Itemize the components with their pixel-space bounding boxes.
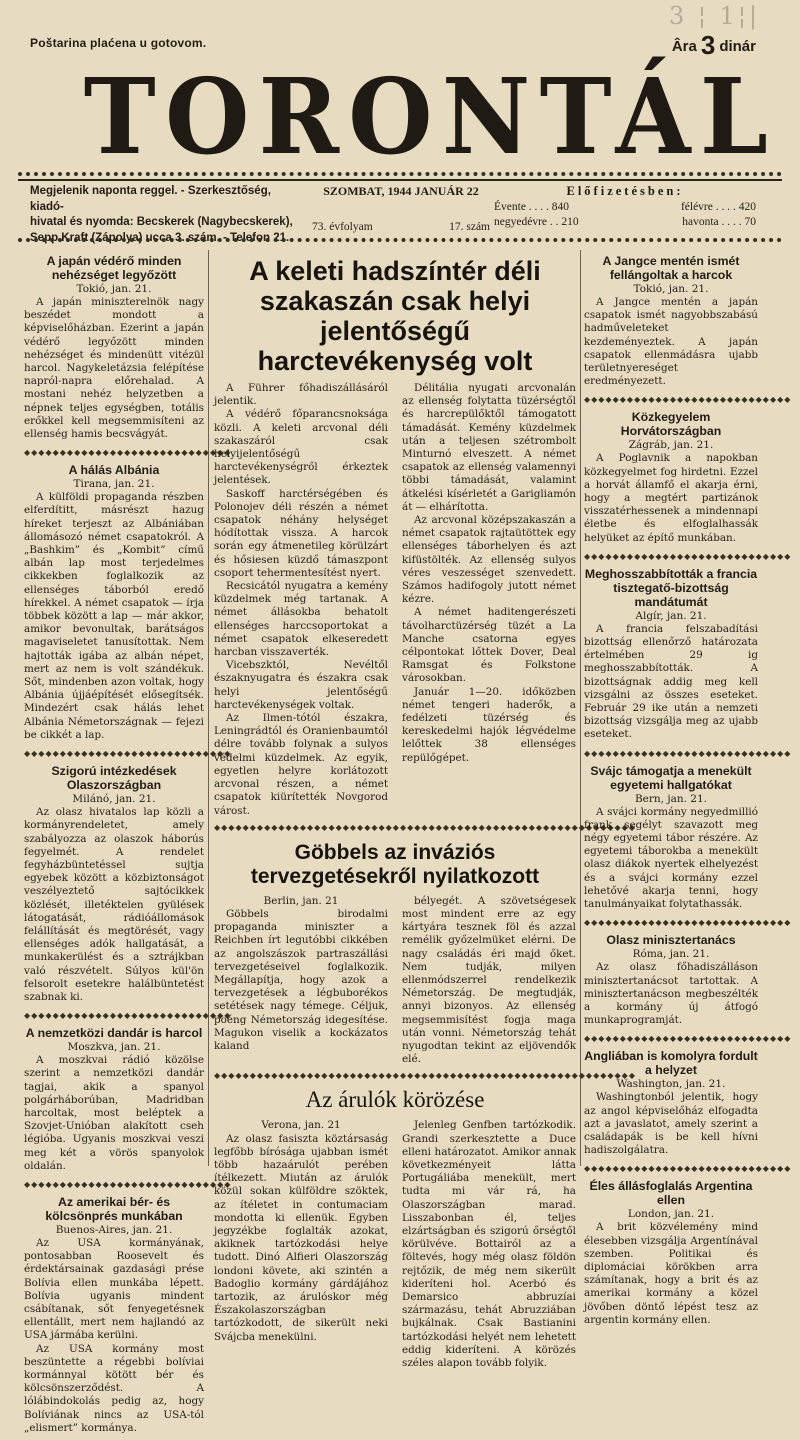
column-divider xyxy=(208,250,209,1166)
masthead-rule xyxy=(18,172,782,176)
article xyxy=(584,1049,758,1157)
lead-article: A Führer főhadiszállásáról jelentik. A védérő főparancsnoksága közli. A keleti arcvonal déli szakaszáról csak helyijelentőségű harctevékenységről érkeztek jelentések. Saskoff harctérségében és Polonojev déli részén a német csapatok néhány helységet hódítottak vissza. A harcok során egy átmenetileg körülzárt és hősiesen küzdő támaszpont csoport tehermentesítést nyert. Recsicától nyugatra a kemény küzdelmek még tartanak. A német állásokba behatolt ellenséges harccsoportokat a német csapatok elkeseredett harcban visszaverték. Vicebszktól, Nevéltől északnyugatra és északra csak helyi jelentőségű harctevékenységek voltak. Az Ilmen-tótól északra, Leningrádtól és Oranienbaumtól délre tovább folynak a sulyos védelmi küzdelmek. Az egyik, egyetlen helyre korlátozott arcvonal részen, a német csapatok kiürítették Novgorod várost. Délitália nyugati arcvonalán az ellenség folytatta tüzérségtől és harcrepülőktől támogatott támadását. Kemény küzdelmek után a teljesen szétrombolt Minturnó elveszett. A német csapatok az ellenség valamennyi többi támadását, valamint átkelési kísérletét a Garigliamón át — elhárította. Az arcvonal középszakaszán a német csapatok rajtaütöttek egy ellenséges táborhelyen és azt kifüstölték. Az ellenség sulyos véres veszességet szenvedett. Számos hadifogoly jutott német kézre. A német haditengerészeti távolharctüzérség tüzét a La Manche csatorna egyes célpontokat lőttek Dover, Deal Ramsgat és Folkstone városokban. Január 1—20. időközben német tengeri haderők, a fedélzeti tüzérség és kereskedelmi hajók légvédelme lelőttek 38 ellenséges repülőgépet. xyxy=(214,382,576,817)
lead-headline: A keleti hadszíntér déli szakaszán csak helyi jelentőségű harctevékenység volt xyxy=(249,256,541,376)
ornament-separator: ◆◆◆◆◆◆◆◆◆◆◆◆◆◆◆◆◆◆◆◆◆◆◆◆◆◆◆◆◆ xyxy=(584,551,792,561)
article-body: Az olasz hivatalos lap közli a kormányrendeletet, amely szabályozza az olaszok háborús fegyelmét. A rendelet fegyházbüntetéssel sujtja egyebek között a közbiztonságot veszélyeztető sajtócikkek közlését, illetéktelen gyülések látogatását, rádióállomások felállítását és megtörését, vagy ellenséges adók hallgatását, a munkakerülést és a sztrájkban való részvételt. Súlyos kül'ön felsorolt esetekre halálbüntetést szabnak ki. xyxy=(24,806,204,1003)
article-title: Svájc támogatja a menekült egyetemi hallgatókat xyxy=(590,763,752,792)
article xyxy=(24,463,204,742)
article-dateline: London, jan. 21. xyxy=(627,1208,715,1221)
article-body: Washingtonból jelentik, hogy az angol képviselőház elfogadta azt a javaslatot, amely szerint a családapák is be kell hívni hadiszolgálatra. xyxy=(584,1091,758,1157)
article-title: A hálás Albánia xyxy=(68,463,160,478)
article-body: A svájci kormány negyedmillió frank segélyt szavazott meg négy egyetemi tábor részére. Az egyetemi táborokba a menekült olasz diákok nyertek elhelyezést és a svájci kormány ezzel lehetővé akarja tenni, hogy tanulmányaikat folytathassák. xyxy=(584,805,758,911)
article-body: A külföldi propaganda részben elferdítitt, másrészt hazug híreket terjeszt az Albániában állomásozó német csapatokról. A „Bashkim” és „Kombit” című albán lap most terjedelmes cikkekben foglalkozik az ellenséges táborból eredő hírekkel. A német csapatok — írja többek között a lap — már akkor, amikor bevonultak, barátságos magaviseletet tanusítottak. Nem hajtották igába az albán népet, mert az nem is volt szándékuk. Sőt, mindenben azon voltak, hogy Albánia újjáépítését elősegítsék. Mindezért csak hálás lehet Albánia Németországnak — fejezi be cikkét a lap. xyxy=(24,491,204,741)
article-dateline: Tokió, jan. 21. xyxy=(76,283,152,295)
ornament-separator: ◆◆◆◆◆◆◆◆◆◆◆◆◆◆◆◆◆◆◆◆◆◆◆◆◆◆◆◆◆◆◆◆◆◆◆◆◆◆◆◆◆◆◆◆◆◆◆◆◆◆◆◆◆◆◆◆◆◆◆ xyxy=(214,822,636,832)
issue-number: 17. szám xyxy=(449,220,490,233)
ornament-separator: ◆◆◆◆◆◆◆◆◆◆◆◆◆◆◆◆◆◆◆◆◆◆◆◆◆◆◆◆◆ xyxy=(584,748,792,758)
ornament-separator: ◆◆◆◆◆◆◆◆◆◆◆◆◆◆◆◆◆◆◆◆◆◆◆◆◆◆◆◆◆◆◆◆◆◆◆◆◆◆◆◆◆◆◆◆◆◆◆◆◆◆◆◆◆◆◆◆◆◆◆ xyxy=(214,1071,636,1081)
postage-note: Poštarina plaćena u gotovom. xyxy=(30,36,207,50)
article-dateline: Tirana, jan. 21. xyxy=(73,478,155,491)
issue-date: SZOMBAT, 1944 JANUÁR 22 xyxy=(323,184,479,198)
article-title: Olasz minisztertanács xyxy=(606,933,736,948)
ornament-separator: ◆◆◆◆◆◆◆◆◆◆◆◆◆◆◆◆◆◆◆◆◆◆◆◆◆◆◆◆◆ xyxy=(24,749,232,759)
article-body: Az USA kormányának, pontosabban Roosevelt és érdektársainak gazdasági prése Bolívia ellen munkába lépett. Bolívia ugyanis mindent csábítanak, sőt fenyegetésnek ellentállt, mert nem hajlandó az USA jármába kerülni. xyxy=(24,1236,204,1342)
article-title: Angliában is komolyra fordult a helyzet xyxy=(584,1049,758,1078)
left-column xyxy=(24,254,232,1440)
ornament-separator: ◆◆◆◆◆◆◆◆◆◆◆◆◆◆◆◆◆◆◆◆◆◆◆◆◆◆◆◆◆ xyxy=(584,395,792,405)
article-title: Közkegyelem Horvátországban xyxy=(620,410,722,439)
issue-info xyxy=(312,184,490,235)
article-body: A brit közvélemény mind élesebben vizsgálja Argentínával szemben. Politikai és diplomáciai körökben arra számítanak, hogy a brit és az amerikai kormány a közel jövőben döntő lépést tesz az argentin kormány ellen. xyxy=(584,1221,758,1326)
ornament-separator: ◆◆◆◆◆◆◆◆◆◆◆◆◆◆◆◆◆◆◆◆◆◆◆◆◆◆◆◆◆ xyxy=(584,1034,792,1044)
article-dateline: Washington, jan. 21. xyxy=(616,1078,726,1091)
third-article: Verona, jan. 21 Az olasz fasiszta köztársaság legfőbb bírósága ujabban ismét több hazaárulót perében ítélkezett. Miután az árulók közül sokan külföldre szöktek, az ítéletet in contumaciam mondotta ki ellenük. Egyben jegyzékbe foglalták azokat, akiknek tartózkodási helye tudott. Dinó Alfieri Olaszország londoni követe, aki szintén a Badoglio kormány gárdájához tartozik, az árulóskor még Északolaszországban tartózkodott, de sikerült neki Svájcba menekülni. Jelenleg Genfben tartózkodik. Grandi szerkesztette a Duce elleni határozatot. Amikor annak következményeit látta Portugáliába menekült, mert tudta mi vár rá, ha Olaszországban marad. Lisszabonban él, teljes elzártságban és szigorú őrségtől körülvéve. Bottairól az a föltevés, hogy még olasz földön rejtőzik, de még nem sikerült kideríteni hol. Acerbó és Demarsico abbruzíai származásu, tehát Abruzziában bujkálnak. Csak Bastianini tartózkodási helyét nem lehetett eddig kideríteni. A körözés széles alapon tovább folyik. xyxy=(214,1119,576,1369)
column-divider xyxy=(580,250,581,1166)
content-rule xyxy=(18,238,782,242)
article-body: A francia felszabadítási bizottság ellenőrző határozata értelmében 29 ig meghosszabbították. A bizottságnak addig meg kell vizsgálni az összes eseteket. Február 29 ike után a nemzeti bizottság vizsgálja meg az ujabb eseteket. xyxy=(584,622,758,741)
ornament-separator: ◆◆◆◆◆◆◆◆◆◆◆◆◆◆◆◆◆◆◆◆◆◆◆◆◆◆◆◆◆ xyxy=(584,1164,792,1174)
publisher-info: Megjelenik naponta reggel. - Szerkesztőség, kiadó- hivatal és nyomda: Becskerek (Nagybecskerek), Sepp Kraft (Zápolya) ucca 3. szám. - Telefon 21. xyxy=(30,185,293,244)
article-body: Az USA kormány most beszüntette a régebbi bolíviai kormánnyal kötött bér és kölcsönszerződést. A lólábindokolás pedig az, hogy Bolíviának nincs az USA-tól „elismert” kormánya. xyxy=(24,1342,204,1434)
article-dateline: Tokió, jan. 21. xyxy=(633,283,709,295)
second-article: Berlin, jan. 21 Göbbels birodalmi propaganda miniszter a Reichben írt legutóbbi cikkében az angolszászok partraszállási tervezgetéseivel foglalkozik. Megállapítja, hogy azok a tervezgetések a légbuborékos setétések nagy témege. Céljuk, poéng Németország idegesítése. Magukon viselik a kockázatos kaland bélyegét. A szövetségesek most mindent erre az egy kártyára tesznek föl és azzal remélik győzelmüket elérni. De nagy családás éri majd őket. Nem tudják, milyen ellenmódszerrel rendelkezik Németország. De megtudják, annyi bizonyos. Az ellenség megsemmisítést fogja maga után vonni. Németország tehát nyugodtan tekint az eljövendők elé. xyxy=(214,894,576,1066)
article xyxy=(584,567,758,742)
masthead-title: TORONTÁL xyxy=(83,55,778,178)
article-dateline: Moszkva, jan. 21. xyxy=(67,1041,161,1054)
article-body: A Poglavnik a napokban közkegyelmet fog hirdetni. Ezzel a horvát államfő el akarja érni, hogy a megtért partizánok visszatérhessenek a mindennapi életbe és elfoglalhassák helyüket az építő munkában. xyxy=(584,452,758,544)
article-dateline: Róma, jan. 21. xyxy=(632,948,710,961)
article xyxy=(584,410,758,544)
article xyxy=(24,1026,204,1173)
right-column xyxy=(584,254,792,1332)
article-dateline: Bern, jan. 21. xyxy=(634,792,708,805)
article-body: A Jangce mentén a japán csapatok ismét nagyobbszabású hadműveleteket kezdeményeztek. A japán csapatok ellenmádásra ujabb területnyereséget eredményezett. xyxy=(584,296,758,388)
article xyxy=(24,764,204,1004)
article xyxy=(584,764,758,912)
ornament-separator: ◆◆◆◆◆◆◆◆◆◆◆◆◆◆◆◆◆◆◆◆◆◆◆◆◆◆◆◆◆ xyxy=(584,918,792,928)
article xyxy=(24,254,204,441)
article-title: Éles állásfoglalás Argentina ellen xyxy=(589,1179,753,1208)
price-label: Âra 3 dinár xyxy=(671,30,756,60)
middle-column xyxy=(214,252,636,1370)
article-dateline: Milánó, jan. 21. xyxy=(72,793,156,806)
subscription-info: Előfizetésben: Évente . . . . 840 félévre . . . . 420 negyedévre . . 210 havonta . . . . 70 xyxy=(494,184,756,228)
article-title: Az amerikai bér- és kölcsönprés munkában xyxy=(45,1194,183,1223)
article-body: A japán miniszterelnök nagy beszédet mondott a képviselőházban. Ezerint a japán védérő legyőzött minden nehézséget és mindenütt vitézül harcol. Nagykeletázsia felépítése napról-napra előrehalad. A mostani nehéz helyzetben a népnek teljes egységben, totális erőkkel kell megsemmisíteni az ellenség hamis becsvágyát. xyxy=(24,296,204,441)
article xyxy=(584,1179,758,1327)
ornament-separator: ◆◆◆◆◆◆◆◆◆◆◆◆◆◆◆◆◆◆◆◆◆◆◆◆◆◆◆◆◆ xyxy=(24,1179,232,1189)
article xyxy=(584,933,758,1027)
article-body: Az olasz főhadiszálláson minisztertanácsot tartottak. A minisztertanácson megbeszélték a kormány új átfogó munkaprogramját. xyxy=(584,961,758,1027)
handwritten-annotation: 3 ¦ 1¦| xyxy=(668,2,760,30)
article-title: Szigorú intézkedések Olaszországban xyxy=(51,764,177,793)
article-title: A japán védérő minden nehézséget legyőzött xyxy=(46,254,182,282)
article-dateline: Algír, jan. 21. xyxy=(635,609,707,622)
ornament-separator: ◆◆◆◆◆◆◆◆◆◆◆◆◆◆◆◆◆◆◆◆◆◆◆◆◆◆◆◆◆ xyxy=(24,448,232,458)
volume: 73. évfolyam xyxy=(312,220,373,233)
third-headline: Az árulók körözése xyxy=(305,1087,485,1113)
article xyxy=(584,254,758,388)
article-title: A nemzetközi dandár is harcol xyxy=(25,1026,203,1041)
article-body: A moszkvai rádió közölse szerint a nemzetközi dandár tagjai, akik a spanyol polgárháborúban, Madridban harcoltak, most beléptek a Szovjet-Unióban alakított cseh légióba. Ugyanis moszkvai veszi meg két a vörös spanyolok oldalán. xyxy=(24,1054,204,1172)
header-rule xyxy=(18,179,782,181)
article-title: Meghosszabbították a francia tisztegatő-bizottság mandátumát xyxy=(584,566,758,609)
article xyxy=(24,1195,204,1435)
article-dateline: Buenos-Aires, jan. 21. xyxy=(55,1223,173,1236)
article-title: A Jangce mentén ismét fellángoltak a harcok xyxy=(602,254,740,282)
second-headline: Göbbels az inváziós tervezgetésekről nyilatkozott xyxy=(250,840,540,888)
ornament-separator: ◆◆◆◆◆◆◆◆◆◆◆◆◆◆◆◆◆◆◆◆◆◆◆◆◆◆◆◆◆ xyxy=(24,1011,232,1021)
article-dateline: Zágráb, jan. 21. xyxy=(628,439,714,452)
